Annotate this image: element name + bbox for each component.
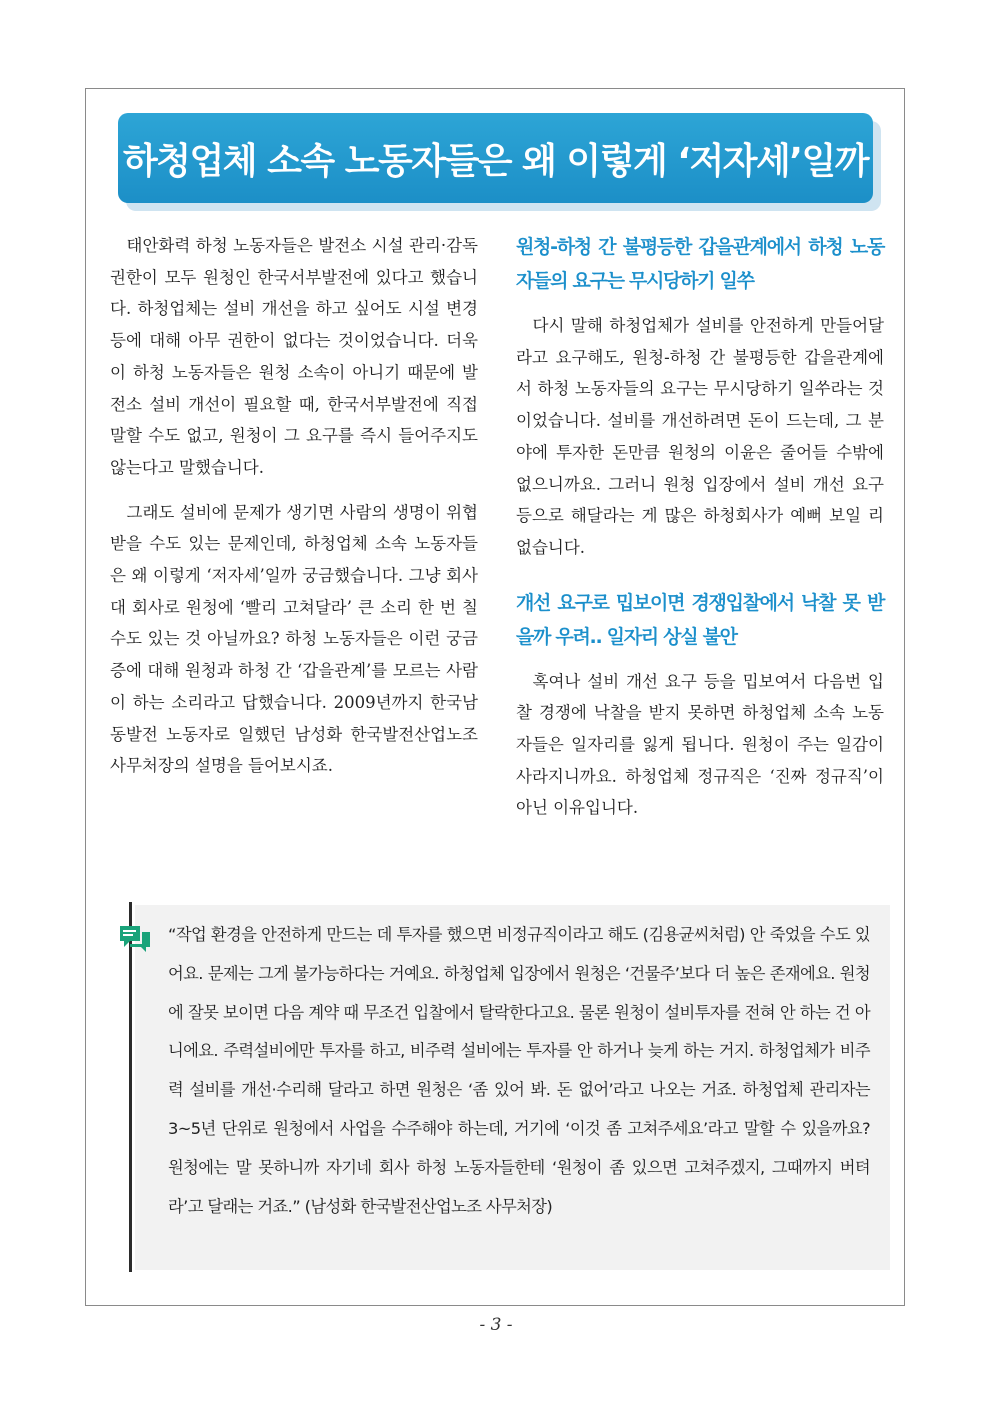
left-paragraph-1: 태안화력 하청 노동자들은 발전소 시설 관리·감독권한이 모두 원청인 한국서부발전에 있다고 했습니다. 하청업체는 설비 개선을 하고 싶어도 시설 변경 등에 대해 아무 권한이 없다는 것이었습니다. 더욱이 하청 노동자들은 원청 소속이 아니기 때문에 발전소 설비 개선이 필요할 때, 한국서부발전에 직접 말할 수도 없고, 원청이 그 요구를 즉시 들어주지도 않는다고 말했습니다. [110, 236, 478, 477]
title-banner [118, 113, 873, 203]
speech-bubble-icon [118, 922, 152, 956]
left-column [110, 230, 478, 795]
section-heading-2: 개선 요구로 밉보이면 경쟁입찰에서 낙찰 못 받을까 우려.. 일자리 상실 불안 [516, 591, 884, 648]
section-heading-1: 원청-하청 간 불평등한 갑을관계에서 하청 노동자들의 요구는 무시당하기 일쑤 [516, 236, 884, 292]
section-body-2: 혹여나 설비 개선 요구 등을 밉보여서 다음번 입찰 경쟁에 낙찰을 받지 못하면 하청업체 소속 노동자들은 일자리를 잃게 됩니다. 원청이 주는 일감이 사라지니까요. 하청업체 정규직은 ‘진짜 정규직’이 아닌 이유입니다. [516, 671, 884, 818]
section-body-1: 다시 말해 하청업체가 설비를 안전하게 만들어달라고 요구해도, 원청-하청 간 불평등한 갑을관계에서 하청 노동자들의 요구는 무시당하기 일쑤라는 것이었습니다. 설비를 개선하려면 돈이 드는데, 그 분야에 투자한 돈만큼 원청의 이윤은 줄어들 수밖에 없으니까요. 그러니 원청 입장에서 설비 개선 요구 등으로 해달라는 게 많은 하청회사가 예뻐 보일 리 없습니다. [516, 316, 884, 557]
interview-quote: “작업 환경을 안전하게 만드는 데 투자를 했으면 비정규직이라고 해도 (김용균씨처럼) 안 죽었을 수도 있어요. 문제는 그게 불가능하다는 거예요. 하청업체 입장에서 원청은 ‘건물주’보다 더 높은 존재에요. 원청에 잘못 보이면 다음 계약 때 무조건 입찰에서 탈락한다고요. 물론 원청이 설비투자를 전혀 안 하는 건 아니에요. 주력설비에만 투자를 하고, 비주력 설비에는 투자를 안 하거나 늦게 하는 거지. 하청업체가 비주력 설비를 개선·수리해 달라고 하면 원청은 ‘좀 있어 봐. 돈 없어’라고 나오는 거죠. 하청업체 관리자는 3~5년 단위로 원청에서 사업을 수주해야 하는데, 거기에 ‘이것 좀 고쳐주세요’라고 말할 수 있을까요? 원청에는 말 못하니까 자기네 회사 하청 노동자들한테 ‘원청이 좀 있으면 고쳐주겠지, 그때까지 버텨라’고 달래는 거죠.” (남성화 한국발전산업노조 사무처장) [168, 925, 870, 1216]
page-title: 하청업체 소속 노동자들은 왜 이렇게 ‘저자세’일까 [122, 140, 869, 182]
left-paragraph-2: 그래도 설비에 문제가 생기면 사람의 생명이 위협받을 수도 있는 문제인데, 하청업체 소속 노동자들은 왜 이렇게 ‘저자세’일까 궁금했습니다. 그냥 회사 대 회사로 원청에 ‘빨리 고쳐달라’ 큰 소리 한 번 칠 수도 있는 것 아닐까요? 하청 노동자들은 이런 궁금증에 대해 원청과 하청 간 ‘갑을관계’를 모르는 사람이 하는 소리라고 답했습니다. 2009년까지 한국남동발전 노동자로 일했던 남성화 한국발전산업노조 사무처장의 설명을 들어보시죠. [110, 502, 478, 776]
page-number: - 3 - [479, 1315, 513, 1335]
quote-bar [129, 902, 132, 1272]
right-column [516, 230, 884, 837]
